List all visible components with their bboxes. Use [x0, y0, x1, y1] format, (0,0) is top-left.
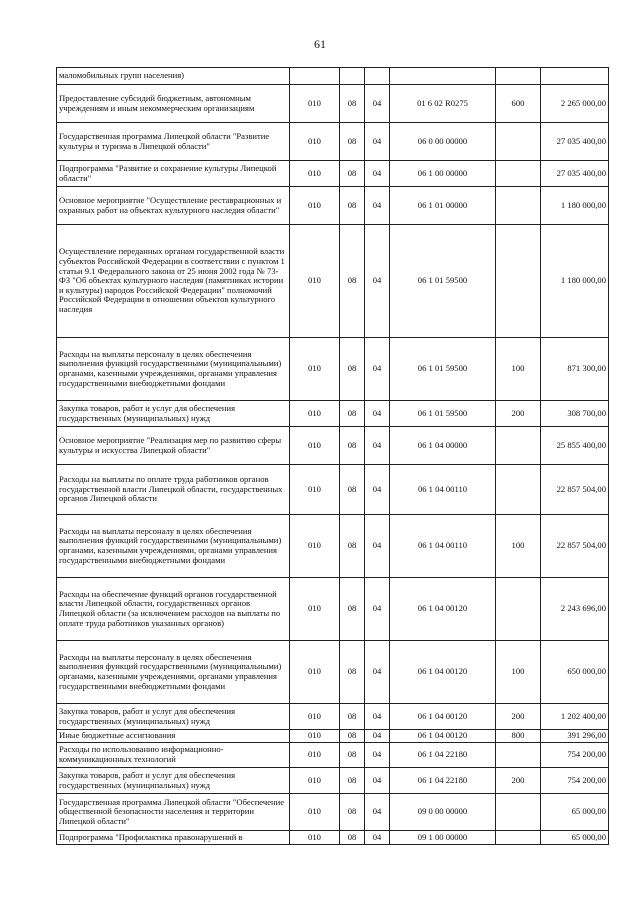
row-section-code: 08 [340, 730, 365, 743]
table-row [57, 338, 609, 401]
row-section-code: 08 [340, 338, 365, 401]
row-subsection-code: 04 [365, 427, 390, 465]
row-ved-code: 010 [290, 743, 340, 768]
row-target-article: 06 1 04 00120 [390, 578, 496, 641]
row-subsection-code: 04 [365, 225, 390, 338]
row-subsection-code: 04 [365, 465, 390, 515]
row-ved-code: 010 [290, 187, 340, 225]
row-expense-type [496, 123, 541, 161]
table-row [57, 85, 609, 123]
row-ved-code: 010 [290, 641, 340, 704]
row-expense-type: 100 [496, 641, 541, 704]
row-ved-code: 010 [290, 427, 340, 465]
table-row [57, 578, 609, 641]
row-section-code: 08 [340, 85, 365, 123]
row-name: Подпрограмма "Развитие и сохранение культуры Липецкой области" [57, 161, 290, 187]
row-section-code: 08 [340, 401, 365, 427]
row-amount: 65 000,00 [541, 831, 609, 845]
row-target-article: 09 1 00 00000 [390, 831, 496, 845]
row-ved-code [290, 68, 340, 85]
row-name: Расходы на выплаты персоналу в целях обеспечения выполнения функций государственными (муниципальными) органами, казенными учреждениями, органами управления государственными внебюджетными фондами [57, 641, 290, 704]
row-subsection-code: 04 [365, 338, 390, 401]
row-target-article: 06 1 04 22180 [390, 743, 496, 768]
row-name: Государственная программа Липецкой области "Развитие культуры и туризма в Липецкой области" [57, 123, 290, 161]
row-name: Закупка товаров, работ и услуг для обеспечения государственных (муниципальных) нужд [57, 704, 290, 730]
row-section-code: 08 [340, 831, 365, 845]
table-row [57, 123, 609, 161]
row-section-code [340, 68, 365, 85]
row-ved-code: 010 [290, 338, 340, 401]
row-target-article: 06 1 04 00120 [390, 730, 496, 743]
row-section-code: 08 [340, 515, 365, 578]
row-subsection-code: 04 [365, 730, 390, 743]
row-subsection-code: 04 [365, 515, 390, 578]
table-row [57, 768, 609, 794]
row-target-article: 06 0 00 00000 [390, 123, 496, 161]
table-row [57, 225, 609, 338]
table-row [57, 427, 609, 465]
row-expense-type [496, 578, 541, 641]
row-name: Осуществление переданных органам государственной власти субъектов Российской Федерации в соответствии с пунктом 1 статьи 9.1 Федерального закона от 25 июня 2002 года № 73-ФЗ "Об объектах культурного наследия (памятниках истории и культуры) народов Российской Федерации" полномочий Российской Федерации в отношении объектов культурного наследия [57, 225, 290, 338]
row-target-article: 06 1 04 22180 [390, 768, 496, 794]
table-row [57, 401, 609, 427]
row-section-code: 08 [340, 768, 365, 794]
row-target-article: 06 1 04 00110 [390, 515, 496, 578]
row-target-article: 06 1 01 00000 [390, 187, 496, 225]
row-section-code: 08 [340, 187, 365, 225]
row-amount: 391 296,00 [541, 730, 609, 743]
row-expense-type [496, 68, 541, 85]
row-target-article: 09 0 00 00000 [390, 794, 496, 831]
row-name: Расходы по использованию информационно-коммуникационных технологий [57, 743, 290, 768]
row-section-code: 08 [340, 465, 365, 515]
table-row [57, 730, 609, 743]
row-ved-code: 010 [290, 123, 340, 161]
row-expense-type [496, 225, 541, 338]
row-amount: 27 035 400,00 [541, 161, 609, 187]
row-expense-type [496, 743, 541, 768]
row-name: Основное мероприятие "Осуществление реставрационных и охранных работ на объектах культурного наследия области" [57, 187, 290, 225]
row-target-article: 06 1 00 00000 [390, 161, 496, 187]
row-section-code: 08 [340, 794, 365, 831]
row-subsection-code: 04 [365, 831, 390, 845]
row-subsection-code: 04 [365, 641, 390, 704]
row-section-code: 08 [340, 704, 365, 730]
row-ved-code: 010 [290, 465, 340, 515]
row-expense-type: 600 [496, 85, 541, 123]
row-amount: 1 202 400,00 [541, 704, 609, 730]
row-name: Иные бюджетные ассигнования [57, 730, 290, 743]
row-expense-type [496, 794, 541, 831]
row-expense-type [496, 161, 541, 187]
row-name: Закупка товаров, работ и услуг для обеспечения государственных (муниципальных) нужд [57, 768, 290, 794]
row-target-article [390, 68, 496, 85]
row-section-code: 08 [340, 427, 365, 465]
table-row [57, 161, 609, 187]
row-target-article: 06 1 01 59500 [390, 401, 496, 427]
table-row [57, 794, 609, 831]
row-expense-type [496, 187, 541, 225]
table-row [57, 641, 609, 704]
row-name: Расходы на выплаты персоналу в целях обеспечения выполнения функций государственными (муниципальными) органами, казенными учреждениями, органами управления государственными внебюджетными фондами [57, 515, 290, 578]
row-ved-code: 010 [290, 161, 340, 187]
row-section-code: 08 [340, 225, 365, 338]
row-amount: 2 243 696,00 [541, 578, 609, 641]
row-section-code: 08 [340, 161, 365, 187]
row-target-article: 06 1 04 00000 [390, 427, 496, 465]
row-expense-type: 100 [496, 515, 541, 578]
row-subsection-code: 04 [365, 794, 390, 831]
row-amount: 871 300,00 [541, 338, 609, 401]
budget-table [56, 67, 609, 845]
row-name: Расходы на обеспечение функций органов государственной власти Липецкой области, государственных органов Липецкой области (за исключением расходов на выплаты по оплате труда работников указанных органов) [57, 578, 290, 641]
row-expense-type [496, 427, 541, 465]
row-expense-type: 200 [496, 768, 541, 794]
row-subsection-code: 04 [365, 704, 390, 730]
table-row [57, 704, 609, 730]
budget-table-body [57, 68, 609, 845]
row-name: Расходы на выплаты персоналу в целях обеспечения выполнения функций государственными (муниципальными) органами, казенными учреждениями, органами управления государственными внебюджетными фондами [57, 338, 290, 401]
row-target-article: 06 1 01 59500 [390, 225, 496, 338]
row-subsection-code: 04 [365, 578, 390, 641]
row-name: маломобильных групп населения) [57, 68, 290, 85]
table-row [57, 465, 609, 515]
row-target-article: 06 1 04 00110 [390, 465, 496, 515]
row-expense-type: 800 [496, 730, 541, 743]
row-ved-code: 010 [290, 401, 340, 427]
row-ved-code: 010 [290, 794, 340, 831]
row-ved-code: 010 [290, 515, 340, 578]
row-subsection-code [365, 68, 390, 85]
row-amount: 754 200,00 [541, 743, 609, 768]
row-subsection-code: 04 [365, 768, 390, 794]
row-ved-code: 010 [290, 730, 340, 743]
row-name: Предоставление субсидий бюджетным, автономным учреждениям и иным некоммерческим организациям [57, 85, 290, 123]
row-subsection-code: 04 [365, 743, 390, 768]
row-amount [541, 68, 609, 85]
row-amount: 25 855 400,00 [541, 427, 609, 465]
row-amount: 22 857 504,00 [541, 515, 609, 578]
row-expense-type: 200 [496, 704, 541, 730]
row-target-article: 01 6 02 R0275 [390, 85, 496, 123]
row-name: Закупка товаров, работ и услуг для обеспечения государственных (муниципальных) нужд [57, 401, 290, 427]
row-target-article: 06 1 04 00120 [390, 641, 496, 704]
row-amount: 22 857 504,00 [541, 465, 609, 515]
row-name: Государственная программа Липецкой области "Обеспечение общественной безопасности населения и территории Липецкой области" [57, 794, 290, 831]
row-subsection-code: 04 [365, 123, 390, 161]
row-amount: 27 035 400,00 [541, 123, 609, 161]
row-expense-type [496, 465, 541, 515]
row-ved-code: 010 [290, 704, 340, 730]
row-section-code: 08 [340, 123, 365, 161]
row-ved-code: 010 [290, 225, 340, 338]
row-ved-code: 010 [290, 768, 340, 794]
row-ved-code: 010 [290, 831, 340, 845]
row-amount: 2 265 000,00 [541, 85, 609, 123]
row-ved-code: 010 [290, 85, 340, 123]
table-row [57, 831, 609, 845]
row-target-article: 06 1 01 59500 [390, 338, 496, 401]
table-row [57, 187, 609, 225]
row-expense-type: 100 [496, 338, 541, 401]
row-target-article: 06 1 04 00120 [390, 704, 496, 730]
row-subsection-code: 04 [365, 401, 390, 427]
page-number: 61 [314, 37, 326, 51]
row-name: Основное мероприятие "Реализация мер по развитию сферы культуры и искусства Липецкой области" [57, 427, 290, 465]
row-amount: 308 700,00 [541, 401, 609, 427]
row-subsection-code: 04 [365, 161, 390, 187]
row-amount: 1 180 000,00 [541, 225, 609, 338]
row-amount: 1 180 000,00 [541, 187, 609, 225]
row-section-code: 08 [340, 641, 365, 704]
row-name: Подпрограмма "Профилактика правонарушений в [57, 831, 290, 845]
row-name: Расходы на выплаты по оплате труда работников органов государственной власти Липецкой области, государственных органов Липецкой области [57, 465, 290, 515]
row-expense-type [496, 831, 541, 845]
row-subsection-code: 04 [365, 187, 390, 225]
row-subsection-code: 04 [365, 85, 390, 123]
row-section-code: 08 [340, 578, 365, 641]
row-amount: 650 000,00 [541, 641, 609, 704]
table-row [57, 68, 609, 85]
row-amount: 65 000,00 [541, 794, 609, 831]
table-row [57, 515, 609, 578]
row-section-code: 08 [340, 743, 365, 768]
row-expense-type: 200 [496, 401, 541, 427]
row-ved-code: 010 [290, 578, 340, 641]
table-row [57, 743, 609, 768]
row-amount: 754 200,00 [541, 768, 609, 794]
